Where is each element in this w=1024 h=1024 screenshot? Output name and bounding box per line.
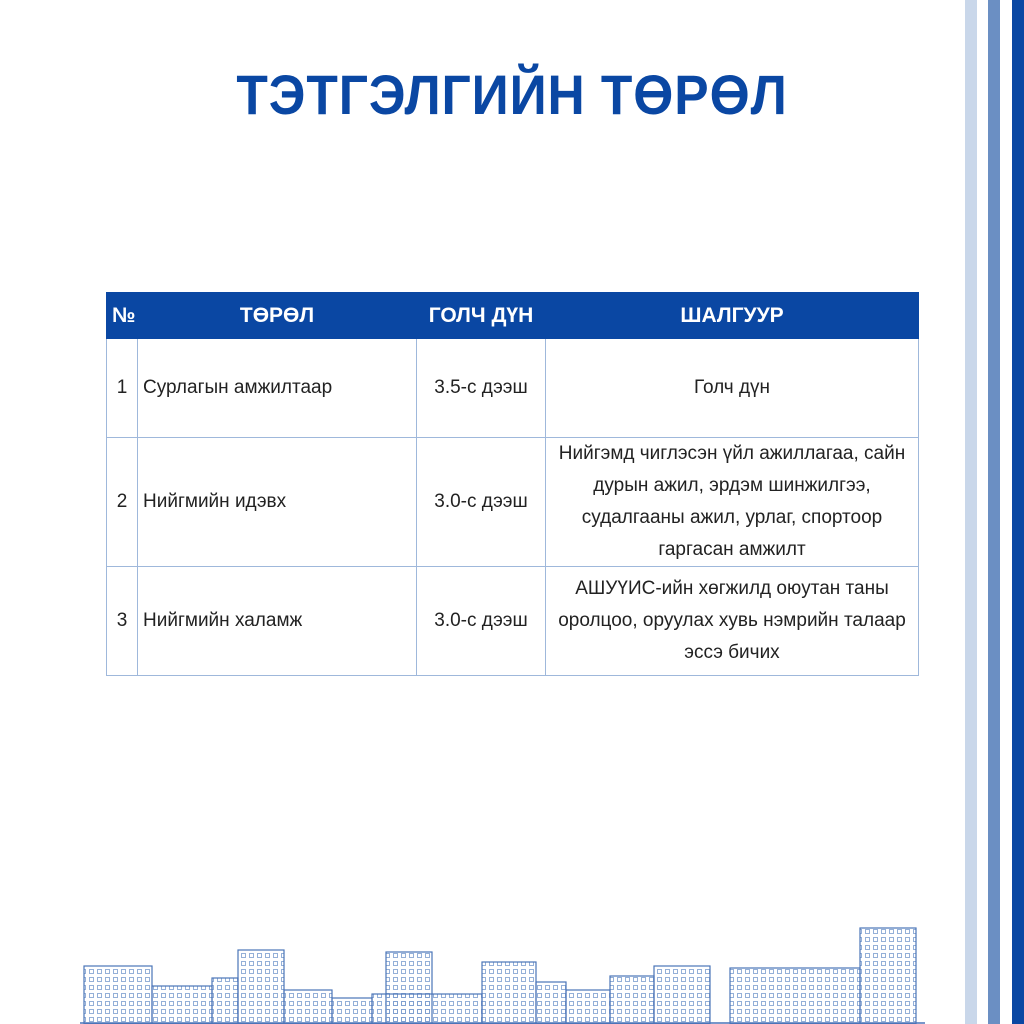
table-header-row [107,293,919,339]
row-criteria: Голч дүн [546,339,919,438]
city-skyline-illustration [80,920,925,1024]
row-gpa: 3.0-с дээш [417,567,546,676]
header-criteria: ШАЛГУУР [546,293,919,339]
row-number: 2 [107,438,138,567]
decorative-stripe-dark [1012,0,1024,1024]
row-gpa: 3.0-с дээш [417,438,546,567]
row-type: Сурлагын амжилтаар [138,339,417,438]
row-criteria: АШУҮИС-ийн хөгжилд оюутан таны оролцоо, оруулах хувь нэмрийн талаар эссэ бичих [546,567,919,676]
page-title: ТЭТГЭЛГИЙН ТӨРӨЛ [236,63,788,126]
header-gpa: ГОЛЧ ДҮН [417,293,546,339]
row-gpa: 3.5-с дээш [417,339,546,438]
row-type: Нийгмийн идэвх [138,438,417,567]
row-number: 1 [107,339,138,438]
header-number: № [107,293,138,339]
table-row [107,339,919,438]
table-row [107,567,919,676]
decorative-stripe-mid [988,0,1000,1024]
table-row [107,438,919,567]
row-type: Нийгмийн халамж [138,567,417,676]
header-type: ТӨРӨЛ [138,293,417,339]
row-criteria: Нийгэмд чиглэсэн үйл ажиллагаа, сайн дурын ажил, эрдэм шинжилгээ, судалгааны ажил, урлаг, спортоор гаргасан амжилт [546,438,919,567]
decorative-stripe-light [965,0,977,1024]
scholarship-table [106,292,919,676]
row-number: 3 [107,567,138,676]
